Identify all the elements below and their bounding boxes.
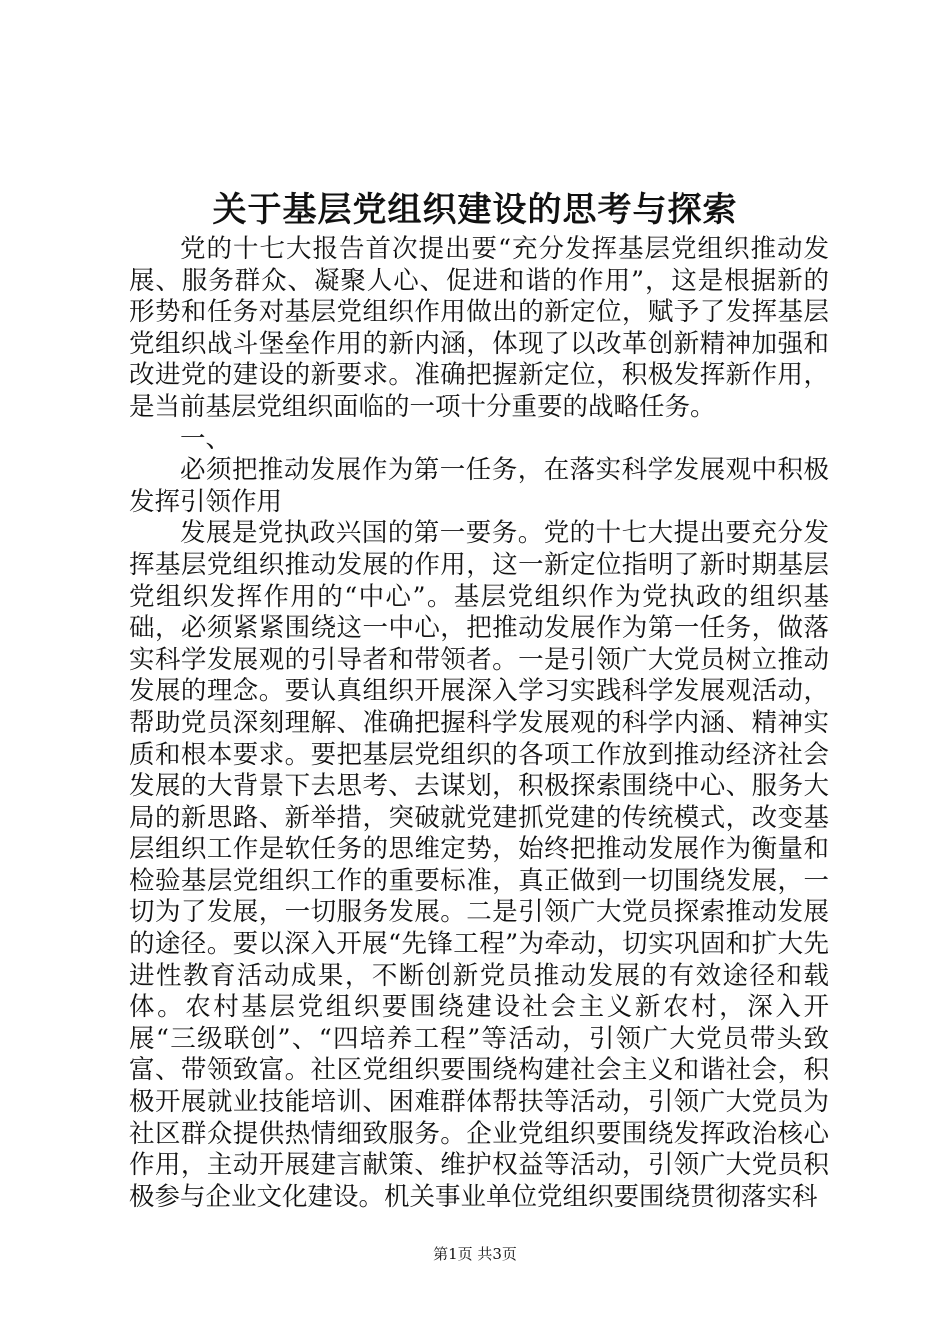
document-title: 关于基层党组织建设的思考与探索	[212, 190, 738, 230]
section-heading: 必须把推动发展作为第一任务，在落实科学发展观中积极发挥引领作用	[129, 455, 829, 517]
page-number-footer: 第1页 共3页	[433, 1245, 517, 1263]
intro-paragraph: 党的十七大报告首次提出要“充分发挥基层党组织推动发展、服务群众、凝聚人心、促进和谐的作用”，这是根据新的形势和任务对基层党组织作用做出的新定位，赋予了发挥基层党组织战斗堡垒作用的新内涵，体现了以改革创新精神加强和改进党的建设的新要求。准确把握新定位，积极发挥新作用，是当前基层党组织面临的一项十分重要的战略任务。	[129, 234, 829, 422]
section-body-paragraph: 发展是党执政兴国的第一要务。党的十七大提出要充分发挥基层党组织推动发展的作用，这一新定位指明了新时期基层党组织发挥作用的“中心”。基层党组织作为党执政的组织基础，必须紧紧围绕这一中心，把推动发展作为第一任务，做落实科学发展观的引导者和带领者。一是引领广大党员树立推动发展的理念。要认真组织开展深入学习实践科学发展观活动，帮助党员深刻理解、准确把握科学发展观的科学内涵、精神实质和根本要求。要把基层党组织的各项工作放到推动经济社会发展的大背景下去思考、去谋划，积极探索围绕中心、服务大局的新思路、新举措，突破就党建抓党建的传统模式，改变基层组织工作是软任务的思维定势，始终把推动发展作为衡量和检验基层党组织工作的重要标准，真正做到一切围绕发展，一切为了发展，一切服务发展。二是引领广大党员探索推动发展的途径。要以深入开展“先锋工程”为牵动，切实巩固和扩大先进性教育活动成果，不断创新党员推动发展的有效途径和载体。农村基层党组织要围绕建设社会主义新农村，深入开展“三级联创”、“四培养工程”等活动，引领广大党员带头致富、带领致富。社区党组织要围绕构建社会主义和谐社会，积极开展就业技能培训、困难群体帮扶等活动，引领广大党员为社区群众提供热情细致服务。企业党组织要围绕发挥政治核心作用，主动开展建言献策、维护权益等活动，引领广大党员积极参与企业文化建设。机关事业单位党组织要围绕贯彻落实科	[129, 518, 829, 1212]
section-number: 一、	[180, 423, 232, 454]
document-body	[129, 234, 829, 1213]
